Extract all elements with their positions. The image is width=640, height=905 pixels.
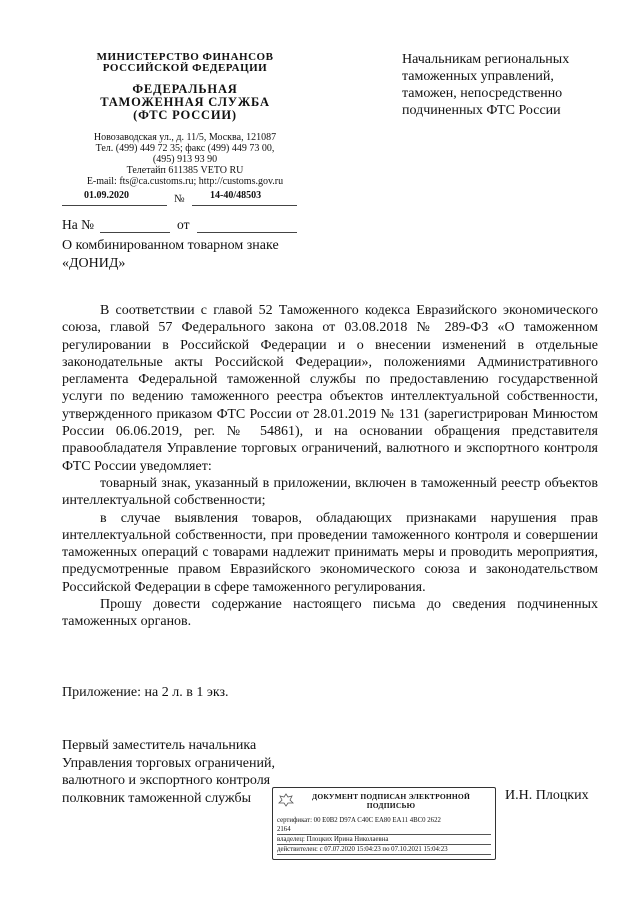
agency-contacts: Новозаводская ул., д. 11/5, Москва, 121087 Тел. (499) 449 72 35; факс (499) 449 73 00, (495) 913 93 90 Телетайп 611385 VETO RU E-mail: fts@ca.customs.ru; http://customs.gov.ru <box>86 132 284 187</box>
ref-number-blank <box>100 232 170 233</box>
stamp-details <box>277 816 491 855</box>
registration-line <box>62 186 297 208</box>
stamp-certificate-cont: 2164 <box>277 825 491 835</box>
stamp-validity: действителен: с 07.07.2020 15:04:23 по 07.10.2021 15:04:23 <box>277 845 491 855</box>
stamp-title: ДОКУМЕНТ ПОДПИСАН ЭЛЕКТРОННОЙ ПОДПИСЬЮ <box>311 792 471 810</box>
document-number: 14-40/48503 <box>210 190 262 201</box>
letter-body <box>62 302 598 631</box>
signer-name: И.Н. Плоцких <box>505 788 589 803</box>
ref-date-blank <box>197 232 297 233</box>
stamp-certificate: сертификат: 00 E0B2 D97A C40C EA80 EA11 4BC0 2622 <box>277 817 441 824</box>
subject: О комбинированном товарном знаке «ДОНИД» <box>62 238 279 271</box>
ref-date-label: от <box>177 217 190 232</box>
body-paragraph: товарный знак, указанный в приложении, включен в таможенный реестр объектов интеллектуальной собственности; <box>62 475 598 509</box>
electronic-signature-stamp <box>272 787 496 860</box>
letterhead <box>60 52 310 187</box>
number-sign: № <box>174 193 185 205</box>
body-paragraph: Прошу довести содержание настоящего письма до сведения подчиненных таможенных органов. <box>62 597 598 630</box>
body-paragraph: в случае выявления товаров, обладающих признаками нарушения прав интеллектуальной собственности, при проведении таможенного контроля и совершении таможенных операций с товарами надлежит принимать меры и проводить мероприятия, предусмотренные правом Евразийского экономического союза и законодательством Российской Федерации в сфере таможенного регулирования. <box>62 510 598 595</box>
agency-name: ФЕДЕРАЛЬНАЯ ТАМОЖЕННАЯ СЛУЖБА (ФТС РОССИИ) <box>100 82 270 122</box>
reference-line <box>62 217 297 235</box>
date-underline <box>62 205 167 206</box>
body-paragraph: В соответствии с главой 52 Таможенного кодекса Евразийского экономического союза, главой 57 Федерального закона от 03.08.2018 № 289-ФЗ «О таможенном регулировании в Российской Федерации и о внесении изменений в отдельные законодательные акты Российской Федерации», положениями Административного регламента Федеральной таможенной службы по предоставлению государственной услуги по ведению таможенного реестра объектов интеллектуальной собственности, утвержденного приказом ФТС России от 28.01.2019 № 131 (зарегистрирован Минюстом России 06.06.2019, рег. № 54861), и на основании обращения представителя правообладателя Управление торговых ограничений, валютного и экспортного контроля ФТС России уведомляет: <box>62 303 598 474</box>
ref-number-label: На № <box>62 217 94 232</box>
signer-title: Первый заместитель начальника Управления торговых ограничений, валютного и экспортного контроля полковник таможенной службы <box>62 738 275 806</box>
recipient-block: Начальникам региональных таможенных управлений, таможен, непосредственно подчиненных ФТС России <box>402 52 570 118</box>
document-date: 01.09.2020 <box>84 190 129 201</box>
number-underline <box>192 205 297 206</box>
stamp-owner: владелец: Плоцких Ирина Николаевна <box>277 835 491 845</box>
ministry-name: МИНИСТЕРСТВО ФИНАНСОВ РОССИЙСКОЙ ФЕДЕРАЦИИ <box>96 51 274 74</box>
appendix-note: Приложение: на 2 л. в 1 экз. <box>62 685 229 700</box>
